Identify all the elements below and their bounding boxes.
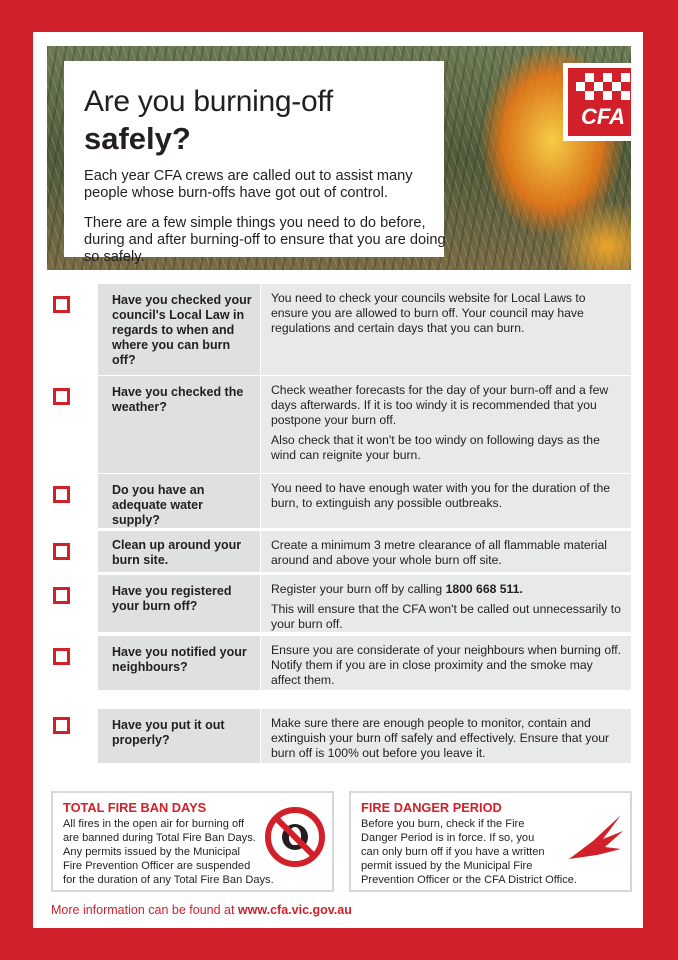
checkbox[interactable] xyxy=(53,648,70,665)
flame-icon xyxy=(563,811,625,867)
checklist-row xyxy=(47,531,631,572)
checklist-answer: You need to check your councils website for Local Laws to ensure you are allowed to burn off. Your council may have regulations and certain days that you can burn. xyxy=(271,291,586,335)
cfa-logo-text: CFA xyxy=(581,104,625,129)
fire-danger-period-box xyxy=(349,791,632,892)
checker-pattern-icon xyxy=(576,73,630,100)
cfa-logo xyxy=(563,63,631,141)
phone-number: 1800 668 511. xyxy=(445,582,523,596)
checklist-row xyxy=(47,709,631,763)
no-fire-icon xyxy=(265,807,325,867)
total-fire-ban-title: TOTAL FIRE BAN DAYS xyxy=(63,800,207,815)
fire-danger-period-title: FIRE DANGER PERIOD xyxy=(361,800,502,815)
footer-info: More information can be found at www.cfa.vic.gov.au xyxy=(51,903,352,917)
checklist-answer: Check weather forecasts for the day of your burn-off and a few days afterwards. If it is too windy it is recommended that you postpone your burn off. Also check that it won't be too windy on following days as the wind can reignite your burn. xyxy=(271,383,609,462)
checklist-question: Have you checked the weather? xyxy=(112,385,244,414)
checklist-question: Do you have an adequate water supply? xyxy=(112,483,205,527)
checklist-question: Have you checked your council's Local Law in regards to when and where you can burn off? xyxy=(112,293,252,367)
checkbox[interactable] xyxy=(53,486,70,503)
hero-banner xyxy=(47,46,631,270)
checklist-row xyxy=(47,376,631,473)
checklist-answer: Create a minimum 3 metre clearance of all flammable material around and above your whole burn off site. xyxy=(271,538,607,567)
checklist-answer: Register your burn off by calling 1800 668 511. This will ensure that the CFA won't be called out unnecessarily to your burn off. xyxy=(271,582,621,631)
hero-text-panel xyxy=(64,61,446,265)
checklist-row xyxy=(47,474,631,528)
checklist-question: Have you put it out properly? xyxy=(112,718,225,747)
checkbox[interactable] xyxy=(53,388,70,405)
checklist-answer: Ensure you are considerate of your neighbours when burning off. Notify them if you are in close proximity and the smoke may affect them. xyxy=(271,643,622,687)
checkbox[interactable] xyxy=(53,296,70,313)
checkbox[interactable] xyxy=(53,717,70,734)
checklist-answer: Make sure there are enough people to monitor, contain and extinguish your burn off safely and effectively. Ensure that your burn off is 100% out before you leave it. xyxy=(271,716,610,760)
title-line-2: safely? xyxy=(84,121,191,156)
checklist-row xyxy=(47,575,631,632)
checklist-answer: You need to have enough water with you for the duration of the burn, to extinguish any possible outbreaks. xyxy=(271,481,611,510)
checklist-question: Have you notified your neighbours? xyxy=(112,645,247,674)
checkbox[interactable] xyxy=(53,543,70,560)
checklist-row xyxy=(47,284,631,375)
total-fire-ban-box xyxy=(51,791,334,892)
title-line-1: Are you burning-off xyxy=(84,85,333,118)
checkbox[interactable] xyxy=(53,587,70,604)
total-fire-ban-text: All fires in the open air for burning off are banned during Total Fire Ban Days. Any permits issued by the Municipal Fire Prevention Officer are suspended for the duration of any Total Fire Ban Days. xyxy=(63,818,274,886)
checklist-question: Clean up around your burn site. xyxy=(112,538,242,567)
checklist-row xyxy=(47,636,631,690)
poster-sheet xyxy=(33,32,643,928)
fire-danger-period-text: Before you burn, check if the Fire Danger Period is in force. If so, you can only burn off if you have a written permit issued by the Municipal Fire Prevention Officer or the CFA District Office. xyxy=(361,818,577,886)
intro-paragraph-2: There are a few simple things you need to do before, during and after burning-off to ensure that you are doing so safely. xyxy=(84,215,446,265)
checklist-question: Have you registered your burn off? xyxy=(112,584,232,613)
website-link[interactable]: www.cfa.vic.gov.au xyxy=(237,903,352,917)
intro-paragraph-1: Each year CFA crews are called out to assist many people whose burn-offs have got out of control. xyxy=(84,168,413,201)
